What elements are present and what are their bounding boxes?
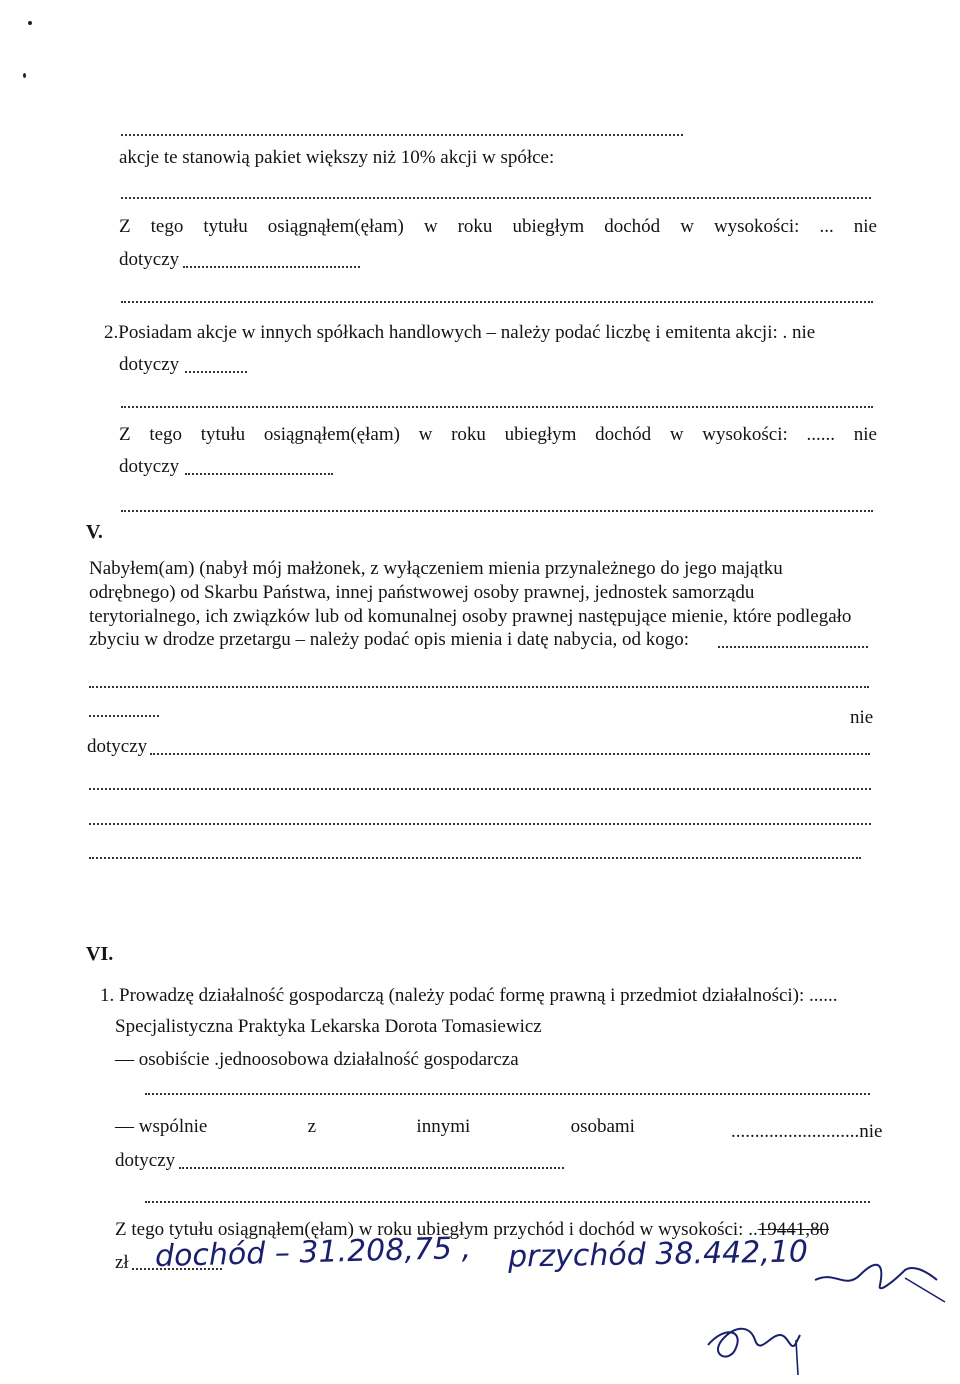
fill-line	[183, 266, 360, 268]
fill-line	[121, 197, 871, 199]
word: ......	[806, 424, 835, 445]
section-v-line: odrębnego) od Skarbu Państwa, innej państwowej osoby prawnej, jednostek samorządu	[89, 582, 755, 603]
answer-dotyczy: dotyczy	[119, 354, 180, 375]
fill-line	[89, 686, 869, 688]
word: innymi	[416, 1116, 471, 1137]
income-line-1	[119, 216, 877, 238]
fill-line	[145, 1093, 870, 1095]
fill-line	[89, 857, 861, 859]
fill-line	[150, 753, 870, 755]
section-v-line: terytorialnego, ich związków lub od komunalnej osoby prawnej następujące mienie, które podlegało	[89, 606, 852, 627]
handwritten-signature-inline	[805, 1240, 945, 1310]
word: wysokości:	[702, 424, 788, 445]
word: Z	[119, 424, 131, 445]
struck-amount: 19441,80	[757, 1219, 829, 1240]
word: z	[307, 1116, 317, 1137]
item-1-business: 1. Prowadzę działalność gospodarczą (należy podać formę prawną i przedmiot działalności): ......	[100, 985, 838, 1006]
word: nie	[853, 216, 877, 237]
fill-line	[718, 646, 868, 648]
section-v-heading: V.	[86, 521, 103, 543]
item-2-shares: 2.Posiadam akcje w innych spółkach handlowych – należy podać liczbę i emitenta akcji: . nie	[104, 322, 816, 343]
section-v-line: Nabyłem(am) (nabył mój małżonek, z wyłączeniem mienia przynależnego do jego majątku	[89, 558, 783, 579]
fill-line	[185, 473, 333, 475]
word: dochód	[595, 424, 652, 445]
word: Z	[119, 216, 131, 237]
word: tego	[149, 424, 183, 445]
scan-speck	[28, 21, 32, 25]
fill-line	[121, 301, 873, 303]
income-line-2	[119, 424, 877, 446]
business-name: Specjalistyczna Praktyka Lekarska Dorota Tomasiewicz	[115, 1016, 542, 1037]
word: nie	[853, 424, 877, 445]
word: roku	[457, 216, 493, 237]
word: ...	[819, 216, 834, 237]
word: — wspólnie	[115, 1116, 208, 1137]
fill-line	[185, 371, 247, 373]
fill-line	[89, 788, 871, 790]
fill-line	[145, 1201, 870, 1203]
fill-line	[89, 823, 871, 825]
word: roku	[451, 424, 486, 445]
fill-line	[89, 715, 159, 717]
word: w	[418, 424, 433, 445]
fill-line	[121, 406, 873, 408]
word: osobami	[570, 1116, 635, 1137]
word: ubiegłym	[512, 216, 585, 237]
handwritten-income: dochód – 31.208,75 ,	[154, 1230, 472, 1275]
answer-dotyczy: dotyczy	[115, 1150, 176, 1171]
word: osiągnąłem(ęłam)	[263, 424, 400, 445]
fill-line	[121, 510, 873, 512]
fill-line	[121, 134, 683, 136]
section-v-line: zbyciu w drodze przetargu – należy podać opis mienia i datę nabycia, od kogo:	[89, 629, 690, 650]
currency-label: zł	[115, 1252, 129, 1273]
answer-dotyczy: dotyczy	[87, 736, 148, 757]
word: ubiegłym	[504, 424, 577, 445]
section-vi-heading: VI.	[86, 943, 114, 965]
fill-line	[179, 1167, 564, 1169]
word: osiągnąłem(ęłam)	[267, 216, 404, 237]
word: w	[423, 216, 438, 237]
scan-speck	[23, 73, 26, 78]
answer-dotyczy: dotyczy	[119, 249, 180, 270]
jointly-line	[115, 1116, 635, 1138]
answer-nie: nie	[850, 707, 874, 728]
shares-block-line: akcje te stanowią pakiet większy niż 10% akcji w spółce:	[119, 147, 555, 168]
word: dochód	[604, 216, 661, 237]
word: tytułu	[200, 424, 246, 445]
handwritten-revenue: przychód 38.442,10	[507, 1234, 809, 1275]
personally-line: — osobiście .jednoosobowa działalność gospodarcza	[115, 1049, 519, 1070]
word: wysokości:	[713, 216, 800, 237]
handwritten-signature-bottom	[700, 1305, 810, 1380]
word: tytułu	[203, 216, 248, 237]
word: w	[680, 216, 694, 237]
jointly-answer-nie: ...........................nie	[731, 1121, 883, 1142]
answer-dotyczy: dotyczy	[119, 456, 180, 477]
word: tego	[150, 216, 184, 237]
word: w	[669, 424, 684, 445]
income-label: Z tego tytułu osiągnąłem(ęłam) w roku ubiegłym przychód i dochód w wysokości: ..	[115, 1219, 758, 1240]
